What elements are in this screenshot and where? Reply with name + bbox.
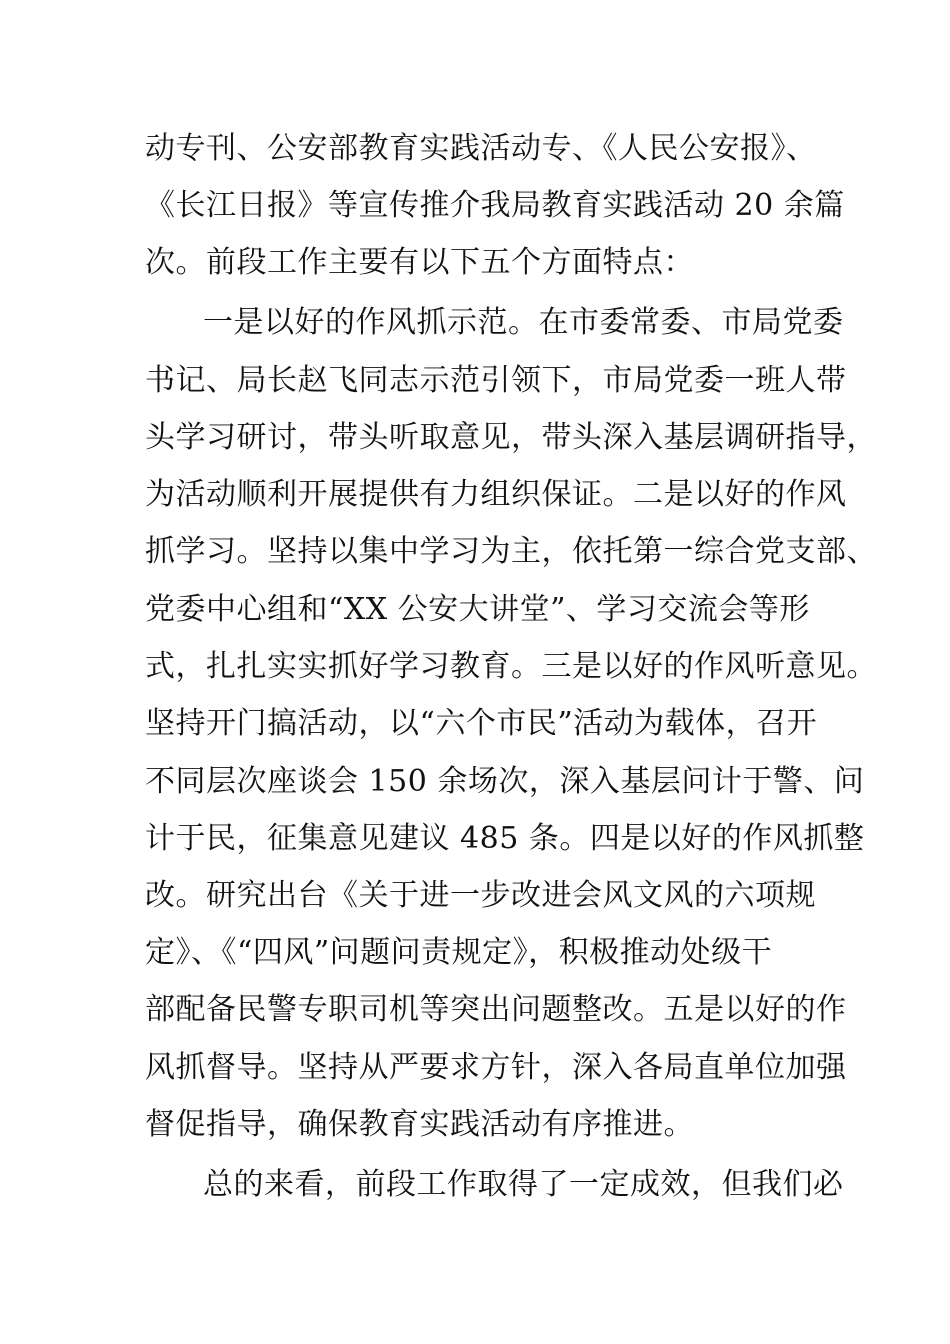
text-line-17: 风抓督导。坚持从严要求方针，深入各局直单位加强 [145, 1050, 847, 1085]
text-line-12: 不同层次座谈会 150 余场次，深入基层问计于警、问 [145, 764, 865, 799]
text-line-14: 改。研究出台《关于进一步改进会风文风的六项规 [145, 878, 816, 913]
text-line-1: 动专刊、公安部教育实践活动专、《人民公安报》、 [145, 131, 817, 166]
text-line-11: 坚持开门搞活动，以“六个市民”活动为载体，召开 [145, 706, 818, 741]
text-line-8: 抓学习。坚持以集中学习为主，依托第一综合党支部、 [145, 534, 877, 569]
text-line-16: 部配备民警专职司机等突出问题整改。五是以好的作 [145, 992, 847, 1027]
text-line-6: 头学习研讨，带头听取意见，带头深入基层调研指导， [145, 420, 877, 455]
text-line-9: 党委中心组和“XX 公安大讲堂”、学习交流会等形 [145, 592, 810, 627]
paragraph-start-1: 一是以好的作风抓示范。在市委常委、市局党委 [203, 305, 844, 340]
text-line-15: 定》、《“四风”问题问责规定》，积极推动处级干 [145, 935, 773, 970]
text-line-13: 计于民，征集意见建议 485 条。四是以好的作风抓整 [145, 821, 865, 856]
text-line-5: 书记、局长赵飞同志示范引领下，市局党委一班人带 [145, 363, 847, 398]
text-line-10: 式，扎扎实实抓好学习教育。三是以好的作风听意见。 [145, 649, 877, 684]
text-line-18: 督促指导，确保教育实践活动有序推进。 [145, 1107, 694, 1142]
text-line-2: 《长江日报》等宣传推介我局教育实践活动 20 余篇 [145, 188, 845, 223]
text-line-3: 次。前段工作主要有以下五个方面特点： [145, 245, 694, 280]
paragraph-start-2: 总的来看，前段工作取得了一定成效，但我们必 [203, 1167, 844, 1202]
text-line-7: 为活动顺利开展提供有力组织保证。二是以好的作风 [145, 477, 847, 512]
